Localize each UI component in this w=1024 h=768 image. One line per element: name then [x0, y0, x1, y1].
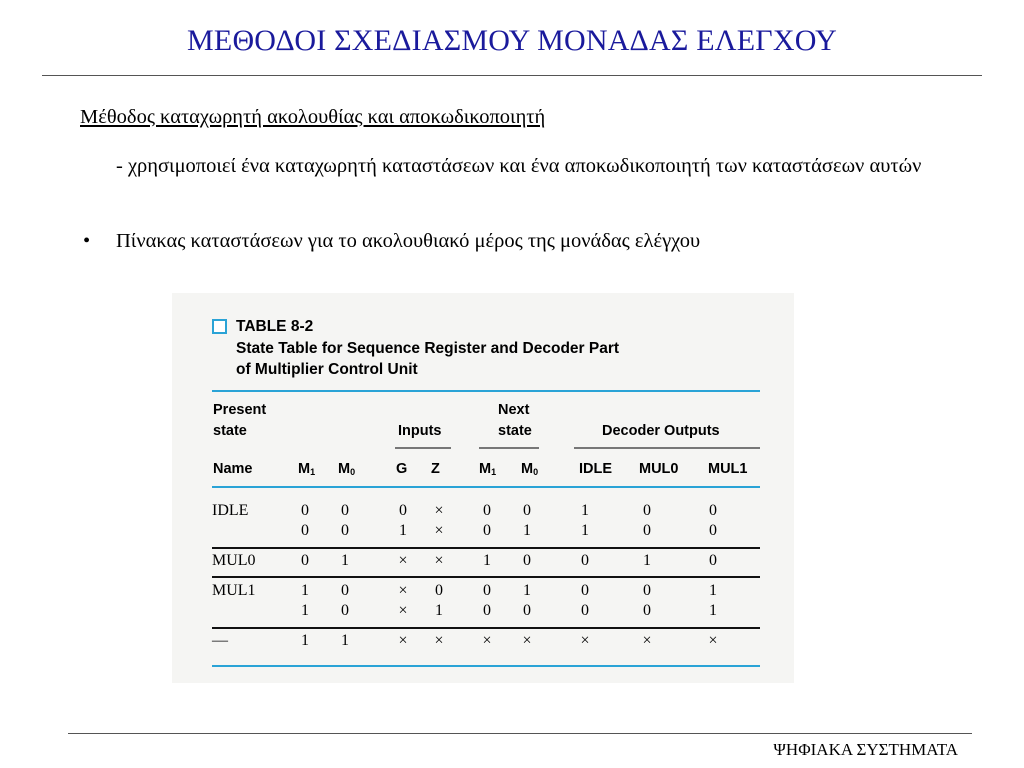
- table-cell: 0: [341, 582, 349, 599]
- row-separator: [212, 547, 760, 549]
- table-cell: ×: [580, 632, 590, 649]
- col-present-m0: M0: [338, 461, 356, 477]
- table-cell: 1: [341, 632, 349, 649]
- slide-title: ΜΕΘΟΔΟΙ ΣΧΕΔΙΑΣΜΟΥ ΜΟΝΑΔΑΣ ΕΛΕΓΧΟΥ: [187, 24, 837, 57]
- next-state-underline: [479, 447, 539, 449]
- col-idle: IDLE: [579, 461, 613, 477]
- footer-text: ΨΗΦΙΑΚΑ ΣΥΣΤΗΜΑΤΑ: [773, 740, 958, 759]
- table-cell: ×: [434, 502, 444, 519]
- table-cell: 0: [523, 502, 531, 519]
- table-marker-icon: [212, 319, 227, 334]
- table-cell: 1: [301, 602, 309, 619]
- section-description: - χρησιμοποιεί ένα καταχωρητή καταστάσεων και ένα αποκωδικοποιητή των καταστάσεων αυτών: [116, 155, 922, 177]
- table-cell: 0: [709, 522, 717, 539]
- table-cell: 0: [523, 602, 531, 619]
- table-cell: 1: [643, 552, 651, 569]
- table-cell: 1: [483, 552, 491, 569]
- table-cell: 0: [581, 582, 589, 599]
- table-cell: ×: [708, 632, 718, 649]
- col-mul1: MUL1: [708, 461, 748, 477]
- inputs-underline: [395, 447, 451, 449]
- table-cell: 0: [301, 522, 309, 539]
- col-g: G: [396, 461, 408, 477]
- table-cell: 1: [523, 582, 531, 599]
- table-caption-line2: of Multiplier Control Unit: [236, 361, 418, 378]
- state-table-figure: [172, 293, 794, 683]
- col-mul0: MUL0: [639, 461, 679, 477]
- table-cell: ×: [398, 632, 408, 649]
- table-cell: 1: [581, 522, 589, 539]
- col-next-m1: M1: [479, 461, 497, 477]
- table-cell: 0: [341, 522, 349, 539]
- col-name: Name: [213, 461, 253, 477]
- table-cell: 1: [581, 502, 589, 519]
- table-cell: ×: [398, 552, 408, 569]
- table-cell: 0: [581, 602, 589, 619]
- table-cell: ×: [434, 522, 444, 539]
- header-state: state: [213, 423, 247, 439]
- bullet-marker: •: [83, 230, 91, 252]
- table-cell: 1: [399, 522, 407, 539]
- table-cell: 1: [301, 632, 309, 649]
- table-cell: 0: [435, 582, 443, 599]
- table-top-rule: [212, 390, 760, 392]
- header-decoder-outputs: Decoder Outputs: [602, 423, 720, 439]
- table-cell: ×: [434, 632, 444, 649]
- table-cell: 1: [523, 522, 531, 539]
- row-state-name: MUL0: [212, 552, 256, 569]
- header-bottom-rule: [212, 486, 760, 488]
- row-separator: [212, 627, 760, 629]
- table-cell: ×: [522, 632, 532, 649]
- table-cell: 0: [483, 502, 491, 519]
- header-inputs: Inputs: [398, 423, 442, 439]
- table-cell: 0: [301, 502, 309, 519]
- table-cell: ×: [642, 632, 652, 649]
- table-cell: 1: [709, 602, 717, 619]
- decoder-underline: [574, 447, 760, 449]
- header-present: Present: [213, 402, 267, 418]
- footer-divider: [68, 733, 972, 734]
- table-cell: ×: [398, 602, 408, 619]
- table-cell: 0: [709, 502, 717, 519]
- table-cell: 0: [643, 522, 651, 539]
- table-cell: 0: [581, 552, 589, 569]
- col-z: Z: [431, 461, 440, 477]
- row-state-name: IDLE: [212, 502, 249, 519]
- table-cell: 1: [301, 582, 309, 599]
- row-state-name: MUL1: [212, 582, 256, 599]
- table-number: TABLE 8-2: [236, 318, 314, 335]
- col-next-m0: M0: [521, 461, 539, 477]
- table-cell: 0: [643, 582, 651, 599]
- table-cell: ×: [398, 582, 408, 599]
- table-cell: 0: [301, 552, 309, 569]
- table-cell: ×: [434, 552, 444, 569]
- header-next-state: state: [498, 423, 532, 439]
- table-cell: 0: [483, 522, 491, 539]
- table-cell: 0: [341, 602, 349, 619]
- table-bottom-rule: [212, 665, 760, 667]
- table-cell: 0: [643, 602, 651, 619]
- table-cell: 1: [341, 552, 349, 569]
- table-cell: 1: [709, 582, 717, 599]
- header-next: Next: [498, 402, 530, 418]
- row-separator: [212, 576, 760, 578]
- section-heading: Μέθοδος καταχωρητή ακολουθίας και αποκωδικοποιητή: [80, 106, 546, 128]
- table-cell: 0: [643, 502, 651, 519]
- table-caption-line1: State Table for Sequence Register and Decoder Part: [236, 340, 620, 357]
- table-cell: 1: [435, 602, 443, 619]
- col-present-m1: M1: [298, 461, 316, 477]
- table-cell: 0: [399, 502, 407, 519]
- bullet-text: Πίνακας καταστάσεων για το ακολουθιακό μέρος της μονάδας ελέγχου: [116, 230, 701, 252]
- table-cell: ×: [482, 632, 492, 649]
- table-cell: 0: [483, 602, 491, 619]
- row-state-name: —: [212, 632, 228, 649]
- table-cell: 0: [341, 502, 349, 519]
- table-cell: 0: [483, 582, 491, 599]
- table-cell: 0: [709, 552, 717, 569]
- table-cell: 0: [523, 552, 531, 569]
- title-divider: [42, 75, 982, 76]
